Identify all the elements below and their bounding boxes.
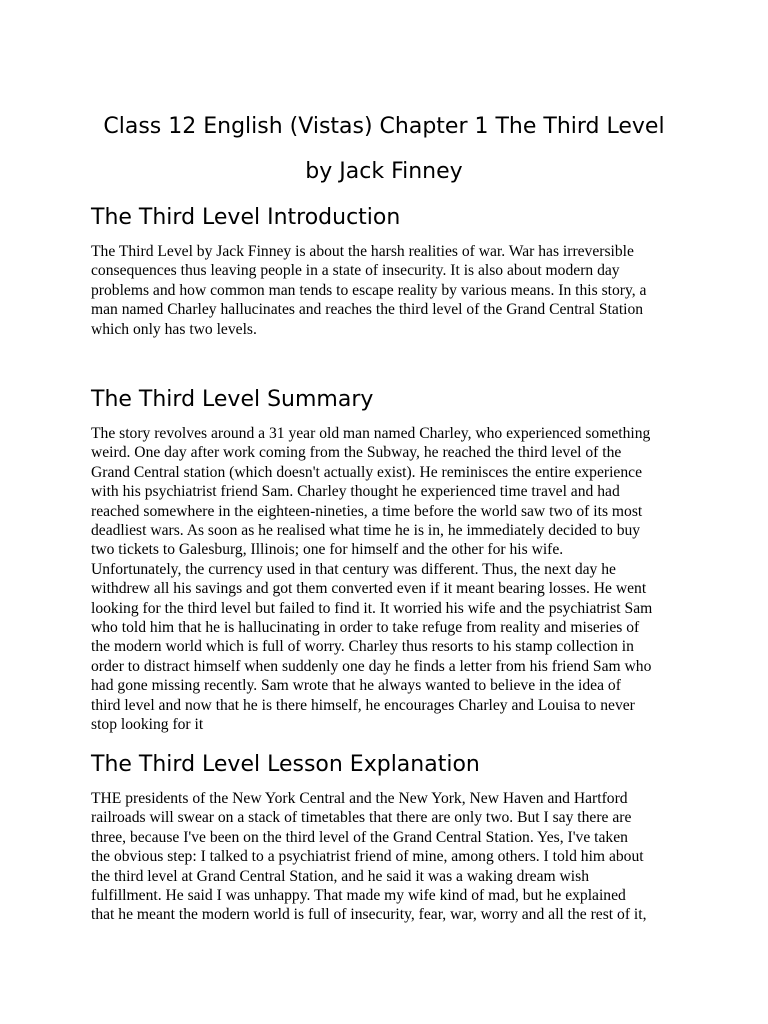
body-line: the third level at Grand Central Station, and he said it was a waking dream wish — [91, 867, 590, 885]
body-line: order to distract himself when suddenly one day he finds a letter from his friend Sam who — [91, 657, 652, 675]
body-line: had gone missing recently. Sam wrote that he always wanted to believe in the idea of — [91, 677, 621, 695]
body-line: third level and now that he is there himself, he encourages Charley and Louisa to never — [91, 696, 635, 714]
document-title-line-1: Class 12 English (Vistas) Chapter 1 The Third Level — [103, 114, 665, 139]
body-line: man named Charley hallucinates and reaches the third level of the Grand Central Station — [91, 301, 644, 319]
body-line: THE presidents of the New York Central and the New York, New Haven and Hartford — [91, 790, 628, 807]
body-line: fulfillment. He said I was unhappy. That made my wife kind of mad, but he explained — [91, 887, 626, 905]
body-line: railroads will swear on a stack of timetables that there are only two. But I say there are — [91, 809, 632, 827]
body-line: Unfortunately, the currency used in that century was different. Thus, the next day he — [91, 560, 616, 578]
body-line: which only has two levels. — [91, 320, 257, 338]
body-line: that he meant the modern world is full of insecurity, fear, war, worry and all the rest of it, — [91, 906, 647, 924]
body-line: deadliest wars. As soon as he realised what time he is in, he immediately decided to buy — [91, 522, 641, 540]
body-line: two tickets to Galesburg, Illinois; one for himself and the other for his wife. — [91, 541, 564, 559]
body-line: the modern world which is full of worry. Charley thus resorts to his stamp collection in — [91, 638, 634, 656]
section-heading-summary: The Third Level Summary — [91, 387, 374, 412]
section-body-introduction — [91, 242, 683, 339]
body-line: stop looking for it — [91, 716, 204, 734]
section-heading-introduction: The Third Level Introduction — [91, 205, 401, 230]
body-line: withdrew all his savings and got them converted even if it meant bearing losses. He went — [91, 580, 647, 598]
body-line: looking for the third level but failed to find it. It worried his wife and the psychiatrist Sam — [91, 599, 653, 617]
section-heading-lesson-explanation: The Third Level Lesson Explanation — [91, 752, 480, 777]
body-line: who told him that he is hallucinating in order to take refuge from reality and miseries of — [91, 619, 640, 637]
body-line: consequences thus leaving people in a state of insecurity. It is also about modern day — [91, 262, 620, 280]
body-line: the obvious step: I talked to a psychiatrist friend of mine, among others. I told him about — [91, 848, 644, 866]
body-line: The Third Level by Jack Finney is about the harsh realities of war. War has irreversible — [91, 243, 634, 260]
section-body-summary — [91, 424, 683, 735]
body-line: The story revolves around a 31 year old man named Charley, who experienced something — [91, 425, 651, 442]
document-title-line-2: by Jack Finney — [305, 159, 463, 184]
body-line: three, because I've been on the third level of the Grand Central Station. Yes, I've taken — [91, 828, 628, 846]
body-line: Grand Central station (which doesn't actually exist). He reminisces the entire experience — [91, 463, 642, 481]
section-body-lesson-explanation — [91, 789, 683, 925]
body-line: weird. One day after work coming from the Subway, he reached the third level of the — [91, 444, 622, 462]
body-line: with his psychiatrist friend Sam. Charley thought he experienced time travel and had — [91, 483, 620, 501]
body-line: reached somewhere in the eighteen-nineties, a time before the world saw two of its most — [91, 502, 643, 520]
body-line: problems and how common man tends to escape reality by various means. In this story, a — [91, 281, 647, 299]
